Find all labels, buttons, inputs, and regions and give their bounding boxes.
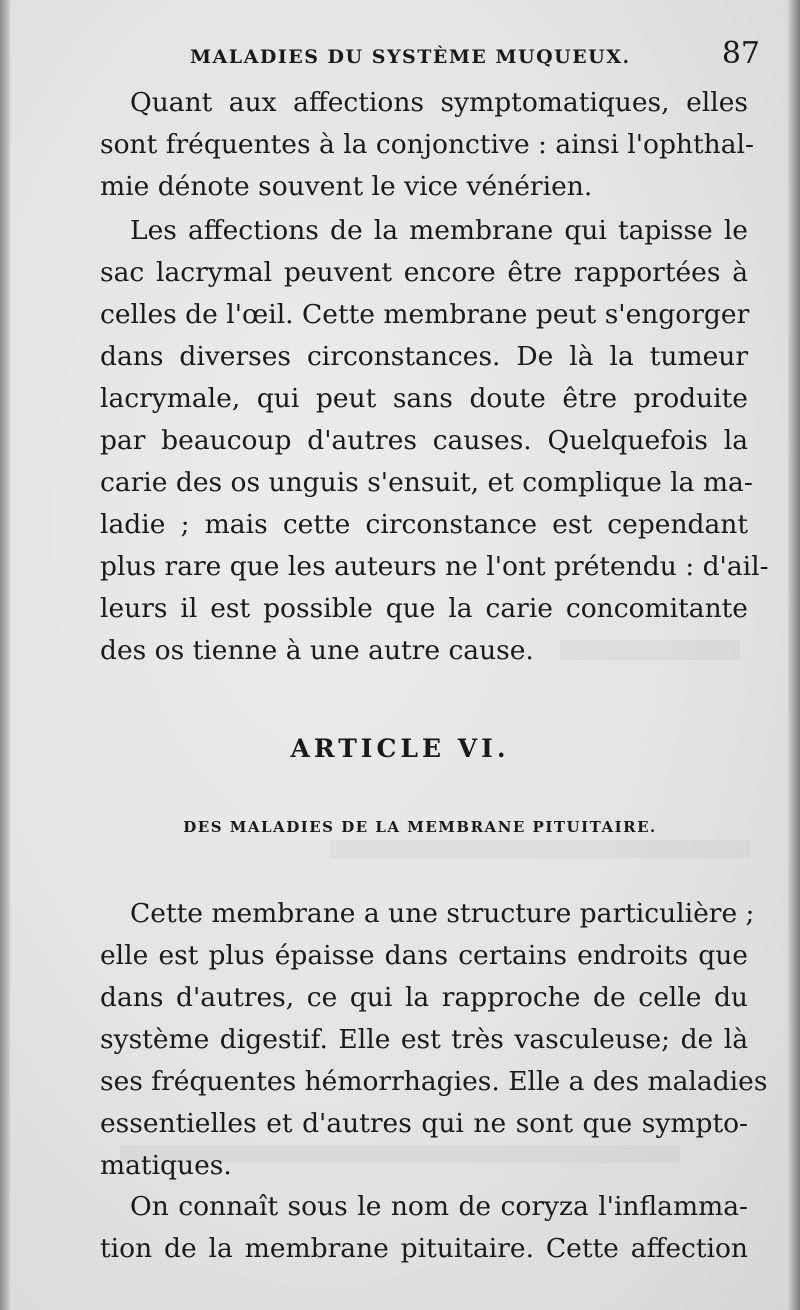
text-line: matiques. xyxy=(100,1150,232,1181)
text-line: carie des os unguis s'ensuit, et complique la ma- xyxy=(100,467,753,498)
running-title: MALADIES DU SYSTÈME MUQUEUX. xyxy=(190,46,631,68)
text-line: dans d'autres, ce qui la rapproche de celle du xyxy=(100,982,748,1013)
text-line: Cette membrane a une structure particulière ; xyxy=(130,898,755,929)
text-line: mie dénote souvent le vice vénérien. xyxy=(100,171,593,202)
text-line: ses fréquentes hémorrhagies. Elle a des maladies xyxy=(100,1066,768,1097)
text-line: plus rare que les auteurs ne l'ont prétendu : d'ail- xyxy=(100,551,769,582)
article-heading: ARTICLE VI. xyxy=(290,734,510,763)
text-line: sac lacrymal peuvent encore être rapportées à xyxy=(100,257,748,288)
text-line: elle est plus épaisse dans certains endroits que xyxy=(100,940,748,971)
bleed-through-mark xyxy=(330,840,750,858)
text-line: essentielles et d'autres qui ne sont que sympto- xyxy=(100,1108,748,1139)
text-line: tion de la membrane pituitaire. Cette affection xyxy=(100,1233,748,1264)
paragraph-3 xyxy=(100,893,768,1187)
page-number: 87 xyxy=(721,36,760,71)
text-line: dans diverses circonstances. De là la tumeur xyxy=(100,341,748,372)
text-line: celles de l'œil. Cette membrane peut s'engorger xyxy=(100,299,750,330)
paragraph-1 xyxy=(100,82,754,208)
running-head xyxy=(100,36,760,80)
text-line: lacrymale, qui peut sans doute être produite xyxy=(100,383,748,414)
text-line: Quant aux affections symptomatiques, elles xyxy=(130,87,748,118)
page-edge-right xyxy=(788,0,800,1310)
text-line: On connaît sous le nom de coryza l'inflamma- xyxy=(130,1191,748,1222)
text-line: des os tienne à une autre cause. xyxy=(100,635,534,666)
paragraph-2 xyxy=(100,210,769,672)
page-edge-left xyxy=(0,0,10,1310)
text-line: sont fréquentes à la conjonctive : ainsi l'ophthal- xyxy=(100,129,754,160)
text-line: système digestif. Elle est très vasculeuse; de là xyxy=(100,1024,748,1055)
paragraph-4 xyxy=(100,1186,748,1270)
text-line: par beaucoup d'autres causes. Quelquefois la xyxy=(100,425,748,456)
text-line: leurs il est possible que la carie concomitante xyxy=(100,593,748,624)
text-line: ladie ; mais cette circonstance est cependant xyxy=(100,509,748,540)
section-heading: DES MALADIES DE LA MEMBRANE PITUITAIRE. xyxy=(183,818,657,836)
text-line: Les affections de la membrane qui tapisse le xyxy=(130,215,748,246)
